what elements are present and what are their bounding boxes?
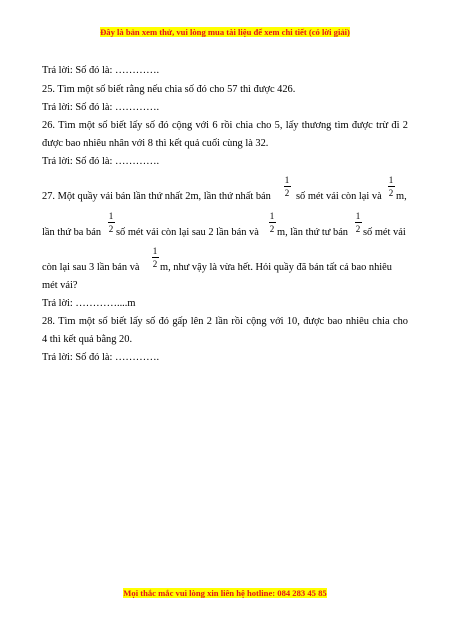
question-28-line-2: 4 thì kết quả bằng 20. [42,334,133,345]
fraction-one-half [107,211,115,234]
question-25: 25. Tìm một số biết rằng nếu chia số đó cho 57 thì được 426. [42,84,296,95]
fraction-one-half [283,175,291,198]
fraction-bar [388,186,395,187]
question-26-line-2: được bao nhiêu nhân với 8 thì kết quả cuối cùng là 32. [42,138,269,149]
question-26-line-1: 26. Tìm một số biết lấy số đó cộng với 6 rồi chia cho 5, lấy thương tìm được trừ đi 2 [42,120,408,131]
answer-line-25: Trả lời: Số đó là: …………. [42,102,160,113]
fraction-numerator: 1 [388,175,394,185]
fraction-denominator: 2 [152,259,158,269]
question-27-line-1-c: m, [396,191,407,202]
question-27-line-3-a: còn lại sau 3 lần bán và [42,262,140,273]
fraction-numerator: 1 [355,211,361,221]
fraction-bar [355,222,362,223]
fraction-bar [284,186,291,187]
question-27-line-3-b: m, như vậy là vừa hết. Hỏi quầy đã bán tất cả bao nhiêu [160,262,392,273]
question-27-line-2-c: m, lần thứ tư bán [277,227,348,238]
preview-notice [0,27,450,37]
fraction-bar [269,222,276,223]
question-27-line-2-d: số mét vải [363,227,406,238]
preview-notice-text: Đây là bản xem thử, vui lòng mua tài liệu để xem chi tiết (có lời giải) [100,27,350,37]
answer-line-27: Trả lời: …………....m [42,298,136,309]
fraction-denominator: 2 [388,188,394,198]
hotline-text: Mọi thắc mắc vui lòng xin liên hệ hotline: 084 283 45 85 [123,588,327,598]
question-27-line-4: mét vải? [42,280,78,291]
fraction-numerator: 1 [284,175,290,185]
fraction-one-half [151,246,159,269]
fraction-one-half [354,211,362,234]
question-28-line-1: 28. Tìm một số biết lấy số đó gấp lên 2 lần rồi cộng với 10, được bao nhiêu chia cho [42,316,408,327]
fraction-one-half [387,175,395,198]
fraction-denominator: 2 [355,224,361,234]
question-27-line-2-b: số mét vải còn lại sau 2 lần bán và [116,227,259,238]
fraction-one-half [268,211,276,234]
answer-line-28: Trả lời: Số đó là: …………. [42,352,160,363]
answer-line-24: Trả lời: Số đó là: …………. [42,65,160,76]
fraction-numerator: 1 [269,211,275,221]
fraction-bar [108,222,115,223]
fraction-numerator: 1 [108,211,114,221]
fraction-denominator: 2 [108,224,114,234]
fraction-denominator: 2 [284,188,290,198]
hotline-footer [0,588,450,598]
fraction-numerator: 1 [152,246,158,256]
question-27-line-1-b: số mét vải còn lại và [296,191,382,202]
answer-line-26: Trả lời: Số đó là: …………. [42,156,160,167]
fraction-bar [152,257,159,258]
question-27-line-1-a: 27. Một quầy vải bán lần thứ nhất 2m, lần thứ nhất bán [42,191,271,202]
question-27-line-2-a: lần thứ ba bán [42,227,102,238]
fraction-denominator: 2 [269,224,275,234]
